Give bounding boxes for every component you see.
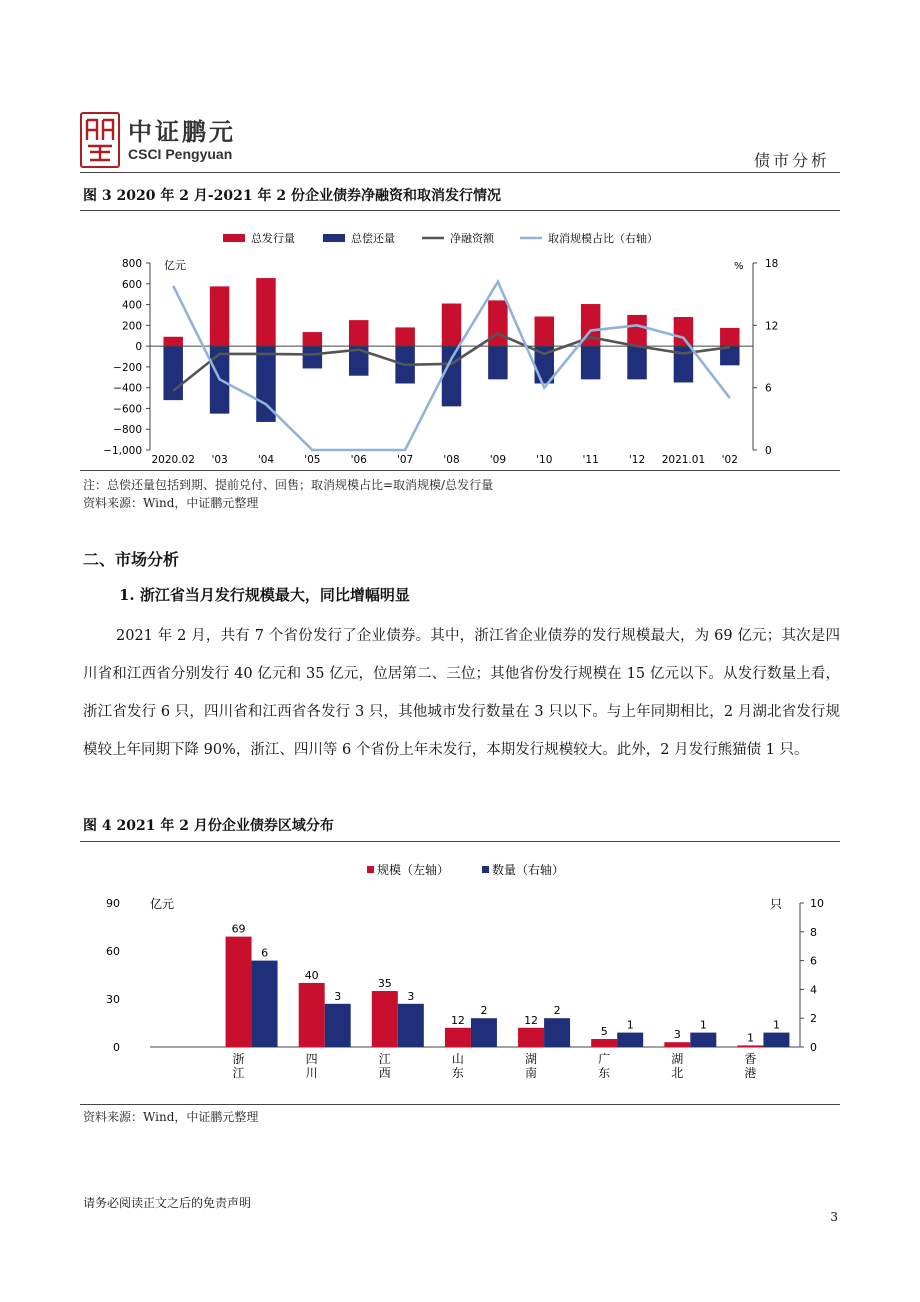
scale-bar [226, 937, 252, 1047]
chart2-right-tick-label: 0 [810, 1041, 817, 1054]
chart2-x-tick-label: 江 [378, 1052, 391, 1066]
chart1-x-tick-label: 2020.02 [151, 454, 195, 466]
count-data-label: 3 [334, 989, 342, 1003]
count-bar [325, 1004, 351, 1047]
issuance-bar [256, 278, 275, 346]
legend-label-net-financing: 净融资额 [450, 232, 494, 245]
chart2-x-tick-label: 广 [598, 1052, 611, 1066]
chart2-x-tick-label: 川 [305, 1066, 318, 1080]
chart1-left-unit: 亿元 [164, 259, 186, 272]
chart1-x-tick-label: '07 [396, 454, 414, 466]
scale-data-label: 35 [377, 977, 392, 990]
figure3-title: 图 3 2020 年 2 月-2021 年 2 份企业债券净融资和取消发行情况 [83, 188, 501, 204]
disclaimer-note: 请务必阅读正文之后的免责声明 [83, 1196, 252, 1210]
chart2-left-tick-label: 90 [106, 897, 120, 910]
chart1-x-tick-label: '04 [257, 454, 275, 466]
scale-data-label: 3 [673, 1028, 681, 1042]
legend-label-issuance: 总发行量 [251, 232, 295, 245]
issuance-bar [210, 286, 229, 346]
chart1-x-tick-label: '10 [536, 454, 553, 466]
count-data-label: 3 [407, 989, 415, 1003]
figure4-source: 资料来源：Wind，中证鹏元整理 [83, 1110, 259, 1124]
figure3-source: 资料来源：Wind，中证鹏元整理 [83, 496, 259, 510]
count-data-label: 1 [772, 1018, 780, 1032]
chart2-left-tick-label: 60 [106, 945, 120, 958]
chart1-legend [223, 231, 658, 245]
chart1-right-tick-label: 0 [765, 445, 772, 457]
chart2-legend [367, 862, 564, 877]
chart1-left-tick-label: −1,000 [103, 445, 142, 457]
chart2-x-tick-label: 湖 [525, 1052, 538, 1066]
chart2-left-unit: 亿元 [150, 897, 175, 911]
chart1-x-tick-label: '11 [582, 454, 599, 466]
issuance-bar [163, 337, 182, 346]
scale-data-label: 12 [450, 1013, 465, 1027]
scale-bar [518, 1028, 544, 1047]
legend-swatch-count [482, 866, 489, 873]
brand-name-en: CSCI Pengyuan [128, 146, 233, 162]
chart2-right-tick-label: 6 [810, 954, 817, 968]
repayment-bar [163, 346, 182, 400]
body-paragraph: 2021 年 2 月，共有 7 个省份发行了企业债券。其中，浙江省企业债券的发行规模最大，为 69 亿元；其次是四川省和江西省分别发行 40 亿元和 35 亿元，位居第二、三位；其他省份发行规模在 15 亿元以下。从发行数量上看，浙江省发行 6 只，四川省和江西省各发行 3 只，其他城市发行数量在 3 只以下。与上年同期相比，2 月湖北省发行规模较上年同期下降 90%，浙江、四川等 6 个省份上年未发行，本期发行规模较大。此外，2 月发行熊猫债 1 只。 [83, 628, 840, 758]
chart1-left-tick-label: −200 [113, 361, 142, 374]
brand-name-cn: 中证鹏元 [128, 118, 236, 146]
legend-label-scale: 规模（左轴） [377, 863, 450, 877]
chart2-left-tick-label: 0 [113, 1041, 120, 1054]
count-bar [252, 961, 278, 1047]
scale-bar [372, 991, 398, 1047]
logo-emblem [80, 112, 120, 168]
figure4-bottom-rule [80, 1104, 840, 1105]
chart1-x-tick-label: '12 [628, 454, 646, 466]
chart1-x-tick-label: 2021.01 [661, 454, 706, 466]
chart2-x-tick-label: 东 [598, 1066, 611, 1080]
section-heading: 二、市场分析 [83, 550, 180, 569]
subsection-heading: 1. 浙江省当月发行规模最大，同比增幅明显 [119, 586, 410, 604]
chart2-x-tick-label: 湖 [671, 1052, 684, 1066]
chart1-right-tick-label: 12 [765, 320, 779, 333]
scale-data-label: 5 [600, 1025, 608, 1038]
chart2-right-tick-label: 4 [810, 983, 817, 997]
chart1-right-tick-label: 18 [765, 258, 779, 270]
figure4-title: 图 4 2021 年 2 月份企业债券区域分布 [83, 818, 334, 834]
scale-bar [591, 1039, 617, 1047]
count-data-label: 1 [626, 1018, 634, 1032]
chart1-left-tick-label: 800 [121, 258, 142, 270]
figure4-chart [80, 850, 840, 1100]
count-bar [544, 1018, 570, 1047]
repayment-bar [627, 346, 646, 379]
issuance-bar [442, 304, 461, 347]
chart1-x-tick-label: '05 [304, 454, 321, 466]
count-data-label: 2 [553, 1004, 561, 1018]
chart1-left-tick-label: −800 [113, 424, 142, 437]
chart2-left-tick-label: 30 [106, 993, 120, 1006]
count-bar [763, 1033, 789, 1047]
chart2-x-tick-label: 香 [744, 1052, 757, 1066]
count-data-label: 6 [261, 946, 269, 960]
chart1-left-tick-label: 0 [135, 341, 142, 354]
issuance-bar [627, 315, 646, 346]
chart2-x-tick-label: 浙 [232, 1052, 245, 1066]
figure3-bottom-rule [80, 470, 840, 471]
repayment-bar [442, 346, 461, 406]
issuance-bar [535, 317, 554, 347]
repayment-bar [303, 346, 322, 368]
chart1-left-tick-label: 600 [121, 278, 142, 291]
count-bar [398, 1004, 424, 1047]
chart1-right-tick-label: 6 [765, 382, 772, 395]
page-number: 3 [830, 1210, 838, 1224]
chart2-x-tick-label: 江 [232, 1066, 245, 1080]
chart2-x-tick-label: 西 [378, 1066, 391, 1080]
chart1-right-unit: % [734, 261, 744, 272]
chart1-left-tick-label: 200 [121, 320, 142, 333]
repayment-bar [581, 346, 600, 379]
scale-data-label: 12 [524, 1013, 539, 1027]
chart1-left-tick-label: 400 [121, 299, 142, 312]
legend-label-cancel-ratio: 取消规模占比（右轴） [548, 232, 658, 245]
scale-data-label: 40 [304, 969, 319, 982]
chart1-x-tick-label: '09 [489, 454, 507, 466]
legend-swatch-issuance [223, 234, 245, 242]
count-bar [617, 1033, 643, 1047]
count-data-label: 1 [699, 1018, 707, 1032]
report-category: 债市分析 [753, 151, 830, 170]
scale-data-label: 69 [231, 922, 246, 936]
chart1-x-tick-label: '02 [721, 454, 738, 466]
repayment-bar [488, 346, 507, 379]
scale-bar [299, 983, 325, 1047]
scale-bar [664, 1042, 690, 1047]
chart2-x-tick-label: 北 [671, 1066, 684, 1080]
figure3-note: 注：总偿还量包括到期、提前兑付、回售；取消规模占比=取消规模/总发行量 [83, 478, 494, 492]
chart2-x-tick-label: 山 [451, 1052, 464, 1066]
issuance-bar [720, 328, 739, 346]
chart1-x-tick-label: '03 [211, 454, 228, 466]
chart2-right-unit: 只 [770, 897, 783, 911]
chart2-x-tick-label: 南 [525, 1066, 538, 1080]
count-bar [471, 1018, 497, 1047]
issuance-bar [674, 317, 693, 346]
chart2-x-tick-label: 四 [305, 1052, 318, 1066]
count-data-label: 2 [480, 1004, 488, 1018]
legend-label-repayment: 总偿还量 [351, 232, 395, 245]
figure3-chart [80, 218, 840, 470]
scale-data-label: 1 [746, 1031, 754, 1045]
chart2-right-tick-label: 10 [810, 897, 824, 910]
chart1-x-tick-label: '06 [350, 454, 367, 466]
issuance-bar [395, 327, 414, 346]
chart1-left-tick-label: −400 [113, 382, 142, 395]
figure3-top-rule [80, 210, 840, 211]
scale-bar [737, 1045, 763, 1047]
chart2-right-tick-label: 2 [810, 1012, 817, 1026]
scale-bar [445, 1028, 471, 1047]
figure4-top-rule [80, 841, 840, 842]
chart2-x-tick-label: 东 [451, 1066, 464, 1080]
chart1-left-tick-label: −600 [113, 403, 142, 416]
chart2-right-tick-label: 8 [810, 925, 817, 939]
legend-swatch-scale [367, 866, 374, 873]
issuance-bar [303, 332, 322, 346]
count-bar [690, 1033, 716, 1047]
legend-label-count: 数量（右轴） [492, 863, 565, 877]
legend-swatch-repayment [323, 234, 345, 242]
seal-icon [82, 114, 118, 166]
issuance-bar [349, 320, 368, 346]
chart1-x-tick-label: '08 [443, 454, 460, 466]
header-rule [80, 172, 840, 173]
chart2-x-tick-label: 港 [744, 1066, 757, 1080]
